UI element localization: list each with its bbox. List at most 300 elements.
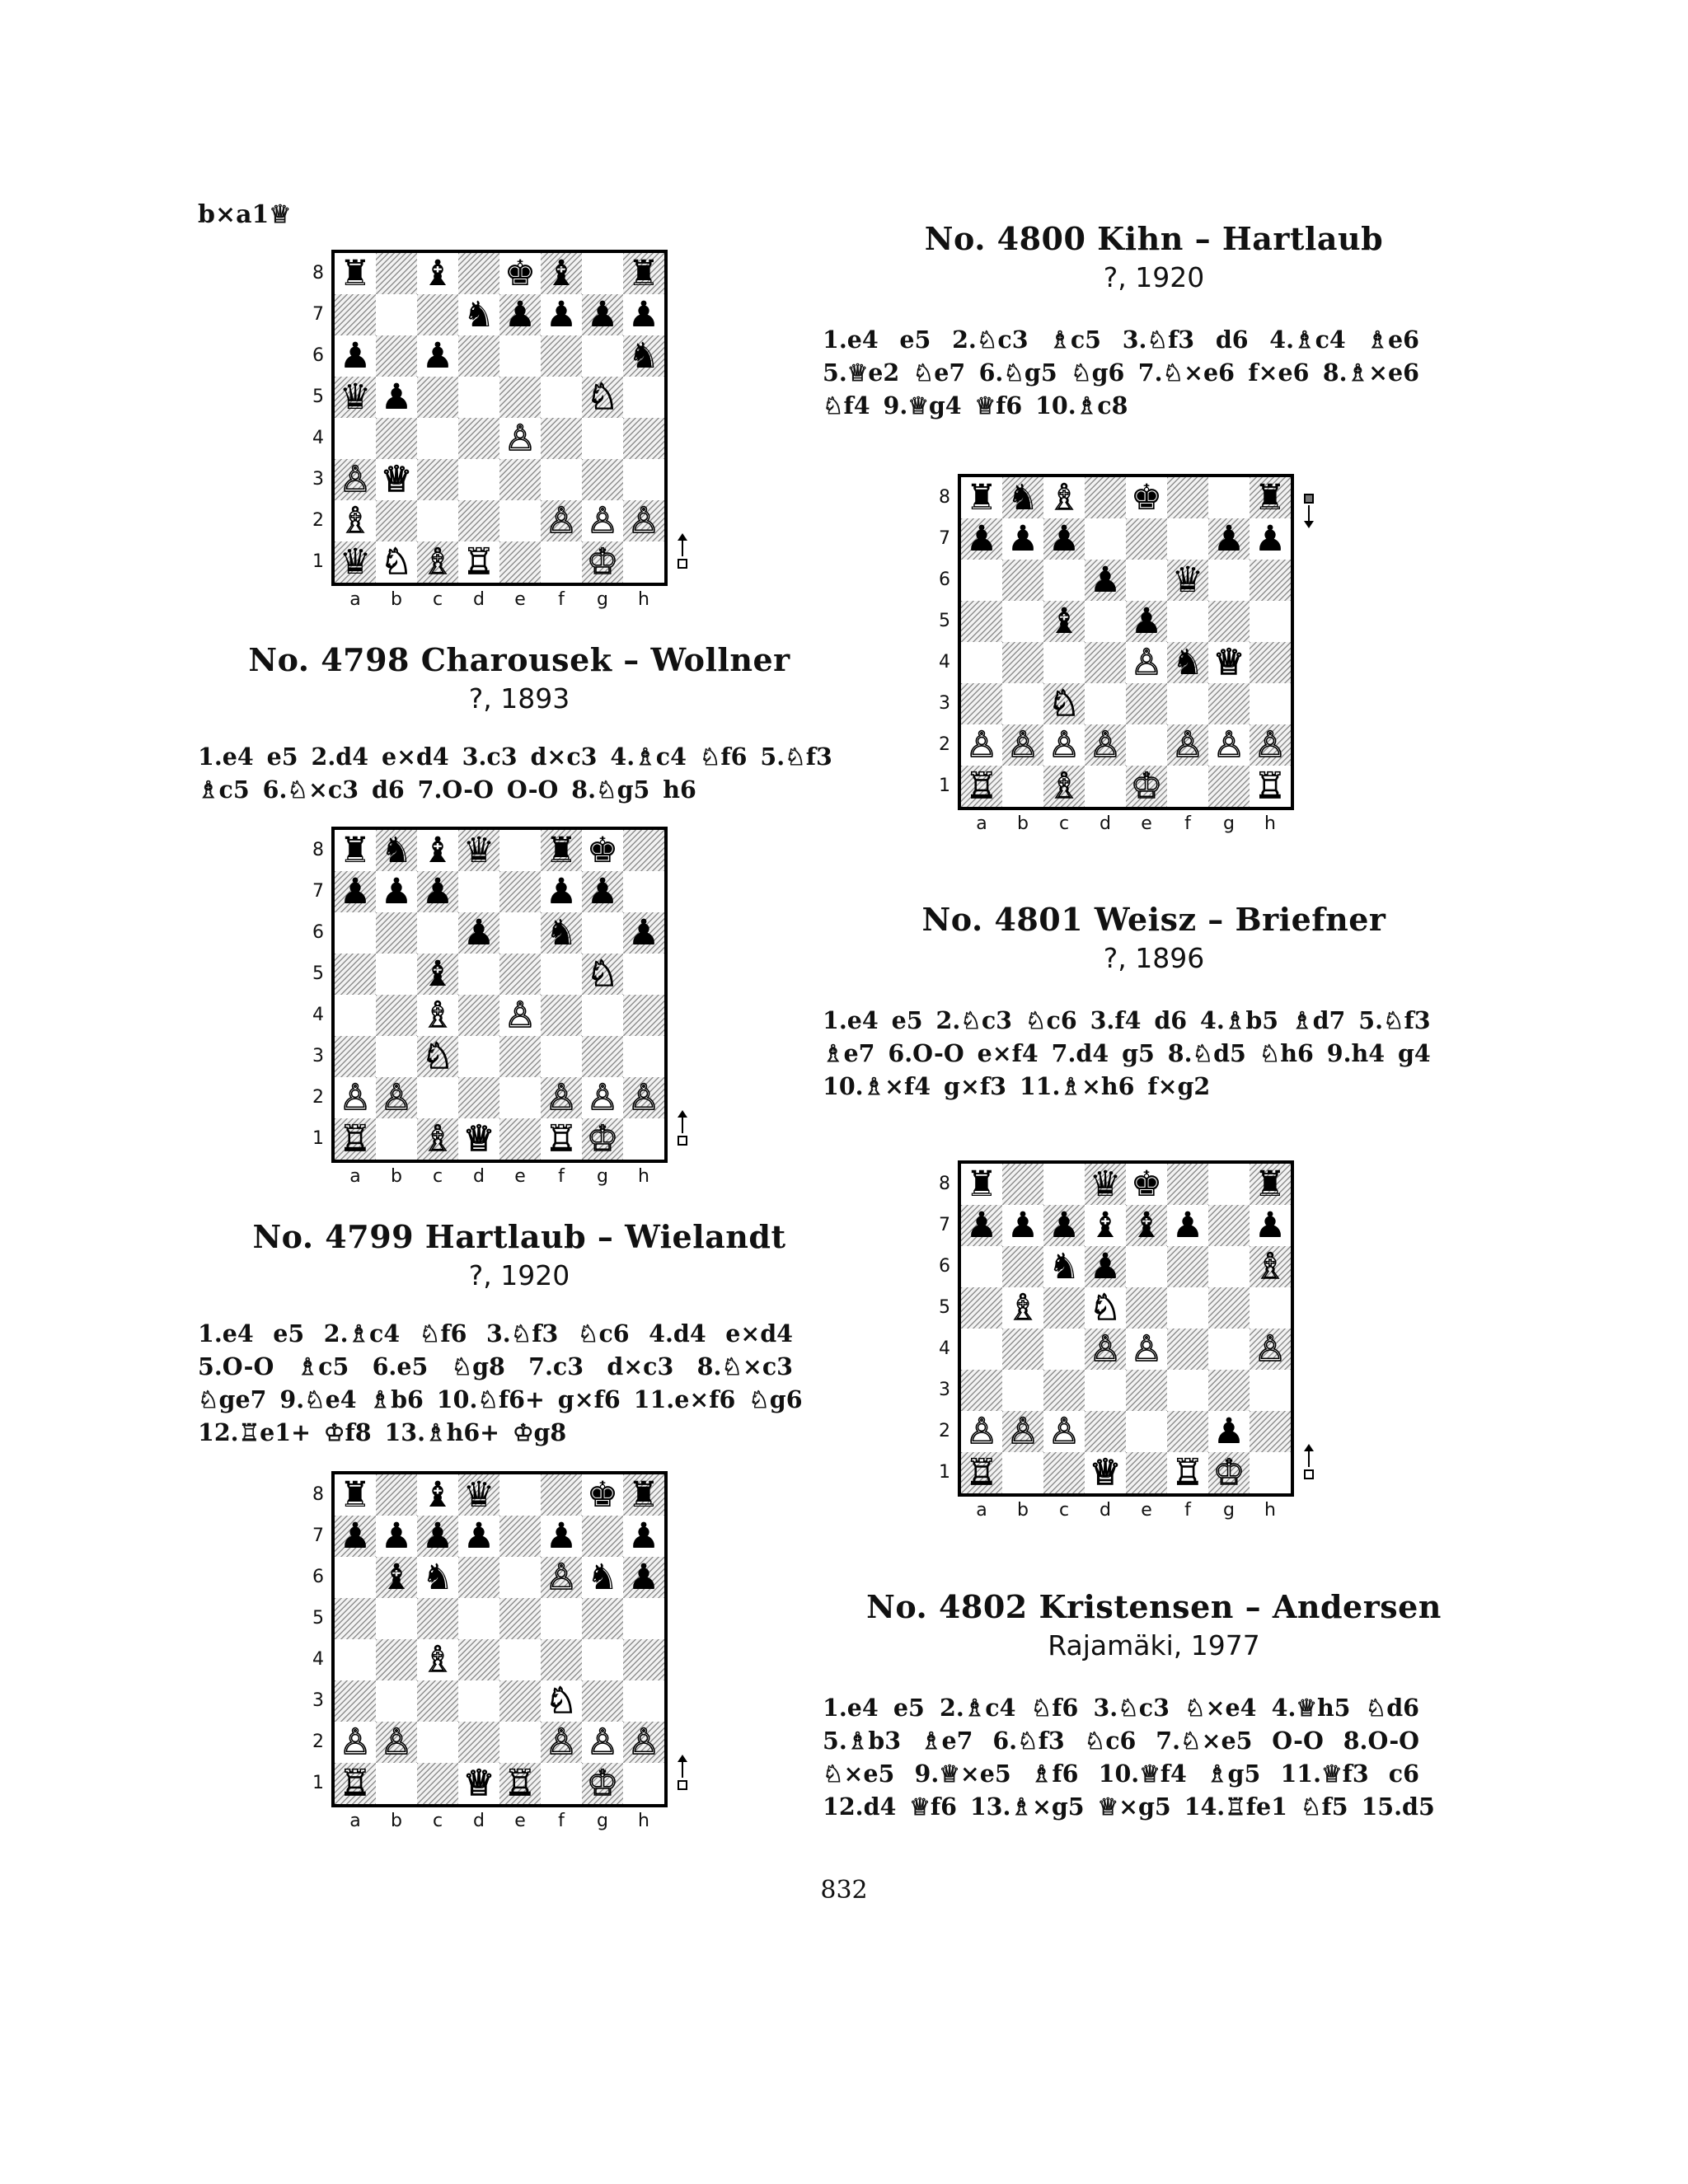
game-subtitle: ?, 1920 xyxy=(468,1259,570,1291)
square-f6 xyxy=(1167,1246,1208,1287)
black-pawn-icon: ♟ xyxy=(627,912,660,954)
white-bishop-icon: ♗ xyxy=(339,500,372,541)
black-pawn-icon: ♟ xyxy=(965,518,998,560)
black-queen-icon: ♛ xyxy=(462,830,495,871)
rank-label: 3 xyxy=(312,1046,324,1066)
square-c7 xyxy=(417,294,458,335)
square-e1 xyxy=(499,1118,541,1160)
file-label: e xyxy=(1141,1500,1152,1521)
white-pawn-icon: ♙ xyxy=(586,1722,619,1763)
white-rook-icon: ♖ xyxy=(462,541,495,583)
square-f3 xyxy=(541,459,582,500)
square-c4 xyxy=(1043,1329,1085,1370)
black-knight-icon: ♞ xyxy=(1006,477,1039,518)
move-line: 12.♖e1+ ♔f8 13.♗h6+ ♔g8 xyxy=(198,1418,567,1446)
arrow-up-icon xyxy=(682,538,683,556)
square-a3 xyxy=(961,1370,1002,1411)
page-number: 832 xyxy=(820,1876,868,1905)
white-pawn-icon: ♙ xyxy=(1048,724,1081,766)
square-a7 xyxy=(335,294,376,335)
black-bishop-icon: ♝ xyxy=(545,253,578,294)
square-b1 xyxy=(376,1763,417,1804)
white-knight-icon: ♘ xyxy=(586,954,619,995)
square-f3 xyxy=(1167,683,1208,724)
square-d7 xyxy=(1085,518,1126,560)
file-label: h xyxy=(638,1811,649,1831)
rank-label: 2 xyxy=(312,1732,324,1752)
white-pawn-icon: ♙ xyxy=(627,500,660,541)
black-king-icon: ♚ xyxy=(586,830,619,871)
square-d4 xyxy=(458,1639,499,1680)
white-queen-icon: ♕ xyxy=(462,1763,495,1804)
black-knight-icon: ♞ xyxy=(586,1557,619,1598)
white-rook-icon: ♖ xyxy=(1171,1452,1204,1493)
square-h3 xyxy=(623,1680,664,1722)
black-pawn-icon: ♟ xyxy=(1254,1205,1287,1246)
white-pawn-icon: ♙ xyxy=(545,1557,578,1598)
square-e7 xyxy=(1126,518,1167,560)
white-knight-icon: ♘ xyxy=(545,1680,578,1722)
square-h4 xyxy=(1250,642,1291,683)
square-f8 xyxy=(1167,477,1208,518)
white-bishop-icon: ♗ xyxy=(421,541,454,583)
square-a4 xyxy=(335,995,376,1036)
white-rook-icon: ♖ xyxy=(965,766,998,807)
square-a4 xyxy=(335,418,376,459)
square-e1 xyxy=(499,541,541,583)
black-bishop-icon: ♝ xyxy=(1048,601,1081,642)
square-f5 xyxy=(1167,1287,1208,1329)
file-label: c xyxy=(432,1811,443,1831)
square-g8 xyxy=(582,253,623,294)
file-label: a xyxy=(976,813,987,834)
move-line: ♗e7 6.O-O e×f4 7.d4 g5 8.♘d5 ♘h6 9.h4 g4 xyxy=(823,1039,1431,1067)
black-rook-icon: ♜ xyxy=(545,830,578,871)
black-rook-icon: ♜ xyxy=(627,1474,660,1516)
square-h5 xyxy=(1250,601,1291,642)
white-pawn-icon: ♙ xyxy=(545,1077,578,1118)
square-c4 xyxy=(1043,642,1085,683)
move-line: 1.e4 e5 2.♘c3 ♘c6 3.f4 d6 4.♗b5 ♗d7 5.♘f3 xyxy=(823,1006,1431,1034)
black-pawn-icon: ♟ xyxy=(586,871,619,912)
black-pawn-icon: ♟ xyxy=(380,871,413,912)
square-c3 xyxy=(417,1680,458,1722)
move-line: ♘f4 9.♕g4 ♕f6 10.♗c8 xyxy=(823,391,1128,419)
file-label: a xyxy=(349,1166,361,1187)
black-pawn-icon: ♟ xyxy=(380,1516,413,1557)
square-d7 xyxy=(458,871,499,912)
square-g6 xyxy=(1208,1246,1250,1287)
white-bishop-icon: ♗ xyxy=(1048,766,1081,807)
white-knight-icon: ♘ xyxy=(380,541,413,583)
white-pawn-icon: ♙ xyxy=(1130,642,1163,683)
file-label: b xyxy=(391,589,402,610)
arrow-up-icon xyxy=(682,1760,683,1778)
file-label: d xyxy=(1100,1500,1111,1521)
square-a3 xyxy=(961,683,1002,724)
black-king-icon: ♚ xyxy=(586,1474,619,1516)
square-b8 xyxy=(376,1474,417,1516)
black-king-icon: ♚ xyxy=(504,253,537,294)
black-knight-icon: ♞ xyxy=(462,294,495,335)
black-pawn-icon: ♟ xyxy=(421,335,454,377)
rank-label: 1 xyxy=(312,1773,324,1793)
square-g3 xyxy=(1208,1370,1250,1411)
white-pawn-icon: ♙ xyxy=(1254,1329,1287,1370)
black-knight-icon: ♞ xyxy=(545,912,578,954)
square-d2 xyxy=(1085,1411,1126,1452)
square-c6 xyxy=(417,912,458,954)
white-rook-icon: ♖ xyxy=(504,1763,537,1804)
turn-box-icon xyxy=(1304,1469,1314,1479)
white-rook-icon: ♖ xyxy=(339,1118,372,1160)
square-g1 xyxy=(1208,766,1250,807)
file-label: a xyxy=(349,589,361,610)
file-label: e xyxy=(514,589,526,610)
file-label: d xyxy=(473,1811,485,1831)
square-g4 xyxy=(582,995,623,1036)
file-label: b xyxy=(1017,813,1029,834)
black-pawn-icon: ♟ xyxy=(545,1516,578,1557)
rank-label: 4 xyxy=(312,428,324,448)
rank-label: 6 xyxy=(939,569,950,590)
square-d5 xyxy=(458,954,499,995)
file-label: f xyxy=(1184,1500,1191,1521)
file-label: h xyxy=(1264,1500,1276,1521)
square-c8 xyxy=(1043,1164,1085,1205)
square-f3 xyxy=(1167,1370,1208,1411)
square-b5 xyxy=(376,954,417,995)
rank-label: 5 xyxy=(312,387,324,407)
rank-label: 6 xyxy=(312,922,324,943)
file-label: c xyxy=(1058,1500,1070,1521)
white-pawn-icon: ♙ xyxy=(1006,1411,1039,1452)
square-b4 xyxy=(376,995,417,1036)
rank-label: 4 xyxy=(939,652,950,673)
game-moves xyxy=(823,1004,1431,1103)
white-pawn-icon: ♙ xyxy=(380,1722,413,1763)
white-rook-icon: ♖ xyxy=(965,1452,998,1493)
white-pawn-icon: ♙ xyxy=(1006,724,1039,766)
file-label: b xyxy=(1017,1500,1029,1521)
square-g6 xyxy=(582,335,623,377)
square-d4 xyxy=(458,995,499,1036)
black-pawn-icon: ♟ xyxy=(462,1516,495,1557)
square-e2 xyxy=(499,500,541,541)
square-h4 xyxy=(623,418,664,459)
square-g4 xyxy=(582,418,623,459)
square-g3 xyxy=(582,459,623,500)
file-label: d xyxy=(1100,813,1111,834)
white-pawn-icon: ♙ xyxy=(339,459,372,500)
black-bishop-icon: ♝ xyxy=(421,954,454,995)
square-b8 xyxy=(1002,1164,1043,1205)
rank-label: 5 xyxy=(312,1608,324,1629)
square-d5 xyxy=(458,377,499,418)
black-pawn-icon: ♟ xyxy=(339,335,372,377)
black-pawn-icon: ♟ xyxy=(421,871,454,912)
rank-label: 1 xyxy=(939,1462,950,1483)
black-knight-icon: ♞ xyxy=(1048,1246,1081,1287)
square-d3 xyxy=(1085,1370,1126,1411)
square-a6 xyxy=(961,1246,1002,1287)
white-queen-icon: ♕ xyxy=(462,1118,495,1160)
square-b3 xyxy=(376,1680,417,1722)
file-label: c xyxy=(432,589,443,610)
square-a4 xyxy=(961,642,1002,683)
rank-label: 5 xyxy=(939,611,950,631)
square-e3 xyxy=(1126,1370,1167,1411)
square-e2 xyxy=(1126,724,1167,766)
game-title: No. 4800 Kihn – Hartlaub xyxy=(924,220,1384,257)
square-f8 xyxy=(1167,1164,1208,1205)
move-line: 1.e4 e5 2.♗c4 ♘f6 3.♘c3 ♘×e4 4.♕h5 ♘d6 xyxy=(823,1694,1419,1722)
turn-box-icon xyxy=(678,1780,687,1790)
black-pawn-icon: ♟ xyxy=(1212,518,1245,560)
square-b6 xyxy=(1002,1246,1043,1287)
white-knight-icon: ♘ xyxy=(1089,1287,1122,1329)
file-label: g xyxy=(1223,1500,1235,1521)
file-label: e xyxy=(514,1166,526,1187)
square-e7 xyxy=(499,1516,541,1557)
rank-label: 1 xyxy=(312,1128,324,1149)
file-label: f xyxy=(1184,813,1191,834)
square-g5 xyxy=(582,1598,623,1639)
square-c3 xyxy=(417,459,458,500)
game-title: No. 4802 Kristensen – Andersen xyxy=(866,1588,1442,1625)
game-title: No. 4798 Charousek – Wollner xyxy=(248,641,790,678)
file-label: f xyxy=(558,1166,565,1187)
square-g8 xyxy=(1208,477,1250,518)
square-d3 xyxy=(458,1680,499,1722)
square-h5 xyxy=(623,1598,664,1639)
white-bishop-icon: ♗ xyxy=(421,1118,454,1160)
black-knight-icon: ♞ xyxy=(1171,642,1204,683)
white-pawn-icon: ♙ xyxy=(1048,1411,1081,1452)
rank-label: 5 xyxy=(939,1297,950,1318)
rank-label: 7 xyxy=(312,304,324,325)
white-pawn-icon: ♙ xyxy=(627,1722,660,1763)
square-b6 xyxy=(376,912,417,954)
square-d3 xyxy=(1085,683,1126,724)
square-f6 xyxy=(541,335,582,377)
square-g3 xyxy=(582,1036,623,1077)
square-f8 xyxy=(541,1474,582,1516)
white-pawn-icon: ♙ xyxy=(1089,724,1122,766)
square-a4 xyxy=(335,1639,376,1680)
square-e5 xyxy=(499,377,541,418)
white-rook-icon: ♖ xyxy=(1254,766,1287,807)
black-rook-icon: ♜ xyxy=(339,1474,372,1516)
square-b1 xyxy=(1002,1452,1043,1493)
file-label: a xyxy=(349,1811,361,1831)
square-b2 xyxy=(376,500,417,541)
file-label: g xyxy=(597,589,608,610)
square-e5 xyxy=(499,954,541,995)
move-line: 10.♗×f4 g×f3 11.♗×h6 f×g2 xyxy=(823,1072,1211,1100)
square-g5 xyxy=(1208,601,1250,642)
square-a3 xyxy=(335,1680,376,1722)
rank-label: 6 xyxy=(312,345,324,366)
square-c5 xyxy=(417,377,458,418)
square-e6 xyxy=(499,335,541,377)
white-queen-icon: ♕ xyxy=(380,459,413,500)
square-h3 xyxy=(1250,1370,1291,1411)
square-d6 xyxy=(458,335,499,377)
square-a4 xyxy=(961,1329,1002,1370)
white-pawn-icon: ♙ xyxy=(965,724,998,766)
black-queen-icon: ♛ xyxy=(1089,1164,1122,1205)
black-pawn-icon: ♟ xyxy=(504,294,537,335)
square-h3 xyxy=(623,1036,664,1077)
rank-label: 8 xyxy=(312,1484,324,1505)
move-line: 12.d4 ♕f6 13.♗×g5 ♕×g5 14.♖fe1 ♘f5 15.d5 xyxy=(823,1793,1435,1821)
black-rook-icon: ♜ xyxy=(627,253,660,294)
file-label: b xyxy=(391,1811,402,1831)
rank-label: 1 xyxy=(939,776,950,796)
square-e7 xyxy=(499,871,541,912)
square-b4 xyxy=(376,418,417,459)
square-b4 xyxy=(376,1639,417,1680)
file-label: g xyxy=(597,1166,608,1187)
white-bishop-icon: ♗ xyxy=(1006,1287,1039,1329)
square-g7 xyxy=(1208,1205,1250,1246)
game-title: No. 4801 Weisz – Briefner xyxy=(921,901,1386,938)
black-bishop-icon: ♝ xyxy=(421,253,454,294)
white-knight-icon: ♘ xyxy=(586,377,619,418)
move-line: 1.e4 e5 2.♗c4 ♘f6 3.♘f3 ♘c6 4.d4 e×d4 xyxy=(198,1319,793,1347)
square-d5 xyxy=(1085,601,1126,642)
square-e6 xyxy=(499,912,541,954)
square-a5 xyxy=(335,954,376,995)
square-c1 xyxy=(1043,1452,1085,1493)
square-g4 xyxy=(1208,1329,1250,1370)
rank-label: 2 xyxy=(939,734,950,755)
arrow-down-icon xyxy=(1308,505,1310,523)
white-bishop-icon: ♗ xyxy=(421,1639,454,1680)
square-e3 xyxy=(499,1680,541,1722)
black-rook-icon: ♜ xyxy=(965,477,998,518)
white-king-icon: ♔ xyxy=(1212,1452,1245,1493)
file-label: h xyxy=(638,589,649,610)
square-e2 xyxy=(499,1722,541,1763)
black-knight-icon: ♞ xyxy=(627,335,660,377)
white-pawn-icon: ♙ xyxy=(380,1077,413,1118)
game-moves xyxy=(823,323,1419,422)
game-subtitle: ?, 1896 xyxy=(1103,942,1205,974)
black-rook-icon: ♜ xyxy=(1254,1164,1287,1205)
square-e2 xyxy=(499,1077,541,1118)
black-pawn-icon: ♟ xyxy=(545,294,578,335)
square-c5 xyxy=(417,1598,458,1639)
black-pawn-icon: ♟ xyxy=(1254,518,1287,560)
square-h3 xyxy=(1250,683,1291,724)
file-label: b xyxy=(391,1166,402,1187)
black-pawn-icon: ♟ xyxy=(380,377,413,418)
turn-box-icon xyxy=(678,1136,687,1146)
white-pawn-icon: ♙ xyxy=(339,1722,372,1763)
square-g3 xyxy=(1208,683,1250,724)
white-king-icon: ♔ xyxy=(586,1118,619,1160)
square-a5 xyxy=(335,1598,376,1639)
black-pawn-icon: ♟ xyxy=(1006,518,1039,560)
game-moves xyxy=(198,740,832,806)
black-king-icon: ♚ xyxy=(1130,477,1163,518)
square-c1 xyxy=(417,1763,458,1804)
square-g6 xyxy=(582,912,623,954)
black-pawn-icon: ♟ xyxy=(627,294,660,335)
black-bishop-icon: ♝ xyxy=(1130,1205,1163,1246)
black-pawn-icon: ♟ xyxy=(1089,1246,1122,1287)
square-a5 xyxy=(961,601,1002,642)
rank-label: 7 xyxy=(939,528,950,549)
black-bishop-icon: ♝ xyxy=(421,830,454,871)
white-knight-icon: ♘ xyxy=(1048,683,1081,724)
square-a6 xyxy=(335,912,376,954)
square-h5 xyxy=(623,954,664,995)
square-h1 xyxy=(623,1763,664,1804)
file-label: a xyxy=(976,1500,987,1521)
square-h2 xyxy=(1250,1411,1291,1452)
game-moves xyxy=(823,1691,1435,1823)
black-pawn-icon: ♟ xyxy=(421,1516,454,1557)
top-note: b×a1♕ xyxy=(198,200,292,229)
file-label: g xyxy=(597,1811,608,1831)
square-c3 xyxy=(1043,1370,1085,1411)
square-d2 xyxy=(458,500,499,541)
black-pawn-icon: ♟ xyxy=(545,871,578,912)
square-c2 xyxy=(417,1722,458,1763)
square-h1 xyxy=(623,541,664,583)
square-b3 xyxy=(1002,1370,1043,1411)
white-queen-icon: ♕ xyxy=(1212,642,1245,683)
black-bishop-icon: ♝ xyxy=(380,1557,413,1598)
arrow-up-icon xyxy=(682,1115,683,1133)
square-h3 xyxy=(623,459,664,500)
move-line: 1.e4 e5 2.♘c3 ♗c5 3.♘f3 d6 4.♗c4 ♗e6 xyxy=(823,326,1419,354)
game-subtitle: ?, 1893 xyxy=(468,682,570,715)
rank-label: 3 xyxy=(312,1690,324,1711)
square-d4 xyxy=(458,418,499,459)
file-label: f xyxy=(558,1811,565,1831)
square-b1 xyxy=(1002,766,1043,807)
black-queen-icon: ♛ xyxy=(1171,560,1204,601)
black-rook-icon: ♜ xyxy=(339,253,372,294)
rank-label: 8 xyxy=(939,487,950,508)
square-h4 xyxy=(623,1639,664,1680)
square-e5 xyxy=(1126,1287,1167,1329)
square-g8 xyxy=(1208,1164,1250,1205)
file-label: c xyxy=(432,1166,443,1187)
white-bishop-icon: ♗ xyxy=(1254,1246,1287,1287)
square-c6 xyxy=(1043,560,1085,601)
white-pawn-icon: ♙ xyxy=(339,1077,372,1118)
file-label: h xyxy=(638,1166,649,1187)
square-h7 xyxy=(623,871,664,912)
black-pawn-icon: ♟ xyxy=(1212,1411,1245,1452)
square-e5 xyxy=(499,1598,541,1639)
rank-label: 6 xyxy=(312,1567,324,1587)
square-g7 xyxy=(582,1516,623,1557)
file-label: e xyxy=(1141,813,1152,834)
move-line: 5.♕e2 ♘e7 6.♘g5 ♘g6 7.♘×e6 f×e6 8.♗×e6 xyxy=(823,359,1419,387)
black-pawn-icon: ♟ xyxy=(627,1516,660,1557)
move-line: 5.O-O ♗c5 6.e5 ♘g8 7.c3 d×c3 8.♘×c3 xyxy=(198,1352,793,1380)
square-f4 xyxy=(541,1639,582,1680)
square-c2 xyxy=(417,1077,458,1118)
square-d2 xyxy=(458,1077,499,1118)
game-moves xyxy=(198,1317,803,1449)
